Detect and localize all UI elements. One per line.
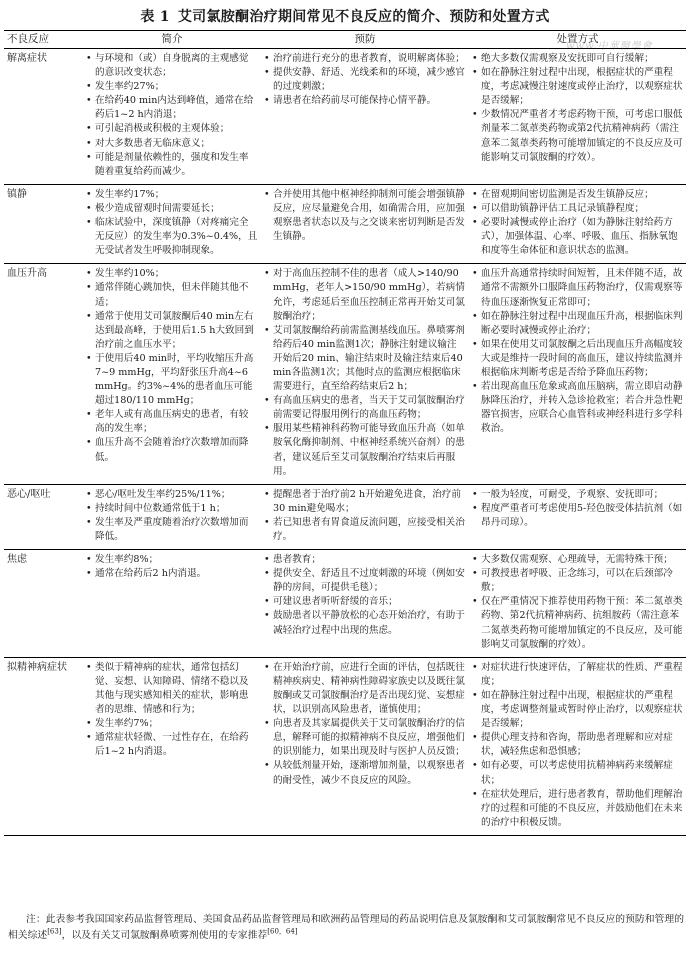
prevention-cell <box>261 657 469 835</box>
bullet-item: • 在给药40 min内达到峰值，通常在给药后1~2 h内消退； <box>86 94 258 122</box>
bullet-item: • 发生率约7%； <box>86 717 258 731</box>
bullet-item: • 请患者在给药前尽可能保持心情平静。 <box>264 94 466 108</box>
bullet-item: • 治疗前进行充分的患者教育，说明解离体验； <box>264 52 466 66</box>
intro-list <box>86 52 258 179</box>
bullet-item: • 程度严重者可考虑使用5-羟色胺受体拮抗剂（如昂丹司琼）。 <box>472 502 683 530</box>
bullet-item: • 少数情况严重者才考虑药物干预，可考虑口服低剂量苯二氮䓬类药物或第2代抗精神病药（需注意苯二氮䓬类药物可能增加镇定的不良反应及可能影响艾司氯胺酮的疗效）。 <box>472 108 683 164</box>
prevention-list <box>264 52 466 108</box>
adverse-reaction-name: 焦虑 <box>4 550 83 658</box>
footnote-text: 注：此表参考我国国家药品监督管理局、美国食品药品监督管理局和欧洲药品管理局的药品说明信息及氯胺酮和艾司氯胺酮常见不良反应的预防和管理的相关综述 <box>8 914 684 941</box>
bullet-item: • 若出现高血压危象或高血压脑病，需立即启动静脉降压治疗，并转入急诊抢救室；若合并急性靶器官损害，应联合心血管科或神经科进行多学科救治。 <box>472 380 683 436</box>
prevention-cell <box>261 264 469 484</box>
bullet-item: • 通常症状轻微、一过性存在，在给药后1~2 h内消退。 <box>86 731 258 759</box>
intro-list <box>86 488 258 544</box>
bullet-item: • 提醒患者于治疗前2 h开始避免进食，治疗前30 min避免喝水； <box>264 488 466 516</box>
table-header-row <box>4 31 686 49</box>
intro-cell <box>83 484 261 549</box>
intro-list <box>86 553 258 581</box>
table-body <box>4 49 686 836</box>
management-cell <box>469 550 686 658</box>
prevention-cell <box>261 49 469 185</box>
bullet-item: • 如果在使用艾司氯胺酮之后出现血压升高幅度较大或是维持一段时间的高血压，建议持续监测并根据临床判断考虑是否给予降血压药物； <box>472 338 683 380</box>
bullet-item: • 服用某些精神科药物可能导致血压升高（如单胺氧化酶抑制剂、中枢神经系统兴奋剂）的患者，建议延后至艾司氯胺酮治疗结束后再服用。 <box>264 422 466 478</box>
prevention-cell <box>261 184 469 263</box>
bullet-item: • 如有必要，可以考虑使用抗精神病药来缓解症状； <box>472 759 683 787</box>
management-list <box>472 553 683 652</box>
bullet-item: • 血压升高不会随着治疗次数增加而降低。 <box>86 436 258 464</box>
bullet-item: • 发生率约17%； <box>86 188 258 202</box>
table-footnote <box>8 912 684 944</box>
management-list <box>472 267 683 436</box>
bullet-item: • 提供安全、舒适且不过度刺激的环境（例如安静的房间，可提供毛毯）； <box>264 567 466 595</box>
bullet-item: • 在症状处理后，进行患者教育，帮助他们理解治疗的过程和可能的不良反应，并鼓励他们在未来的治疗中积极反馈。 <box>472 788 683 830</box>
bullet-item: • 一般为轻度，可耐受，予观察、安抚即可； <box>472 488 683 502</box>
bullet-item: • 合并使用其他中枢神经抑制剂可能会增强镇静反应，应尽量避免合用，如确需合用，应加强观察患者状态以及与之交谈来密切判断是否发生镇静。 <box>264 188 466 244</box>
bullet-item: • 在开始治疗前，应进行全面的评估，包括既往精神疾病史、精神病性障碍家族史以及既往氯胺酮或艾司氯胺酮治疗是否出现幻觉、妄想症状，以识别高风险患者，谨慎使用； <box>264 661 466 717</box>
bullet-item: • 通常伴随心跳加快，但未伴随其他不适； <box>86 281 258 309</box>
prevention-list <box>264 553 466 638</box>
prevention-cell <box>261 484 469 549</box>
bullet-item: • 对于高血压控制不佳的患者（成人>140/90 mmHg，老年人>150/90 mmHg），若病情允许，考虑延后至血压控制正常再开始艾司氯胺酮治疗； <box>264 267 466 323</box>
bullet-item: • 可建议患者听听舒缓的音乐； <box>264 595 466 609</box>
management-cell <box>469 49 686 185</box>
intro-list <box>86 661 258 760</box>
bullet-item: • 有高血压病史的患者，当天于艾司氯胺酮治疗前需要记得服用例行的高血压药物； <box>264 394 466 422</box>
bullet-item: • 对大多数患者无临床意义； <box>86 137 258 151</box>
bullet-item: • 仅在严重情况下推荐使用药物干预：苯二氮䓬类药物、第2代抗精神病药、抗组胺药（需注意苯二氮䓬类药物可能增加镇定的不良反应，及可能影响艾司氯胺酮的疗效）。 <box>472 595 683 651</box>
bullet-item: • 可以借助镇静评估工具记录镇静程度； <box>472 202 683 216</box>
bullet-item: • 对症状进行快速评估，了解症状的性质、严重程度； <box>472 661 683 689</box>
management-list <box>472 661 683 830</box>
adverse-reaction-name: 镇静 <box>4 184 83 263</box>
management-list <box>472 52 683 165</box>
bullet-item: • 如在静脉注射过程中出现血压升高，根据临床判断必要时减慢或停止治疗； <box>472 310 683 338</box>
intro-list <box>86 267 258 464</box>
bullet-item: • 老年人或有高血压病史的患者，有较高的发生率； <box>86 408 258 436</box>
table-row <box>4 184 686 263</box>
intro-cell <box>83 550 261 658</box>
bullet-item: • 发生率约27%； <box>86 80 258 94</box>
bullet-item: • 极少造成留观时间需要延长； <box>86 202 258 216</box>
bullet-item: • 血压升高通常持续时间短暂，且未伴随不适，故通常不需额外口服降血压药物治疗，仅需观察等待血压逐渐恢复正常即可； <box>472 267 683 309</box>
bullet-item: • 绝大多数仅需观察及安抚即可自行缓解； <box>472 52 683 66</box>
table-number: 表 1 <box>140 9 170 25</box>
table-title: 艾司氯胺酮治疗期间常见不良反应的简介、预防和处置方式 <box>177 9 550 25</box>
bullet-item: • 提供安静、舒适、光线柔和的环境，减少感官的过度刺激； <box>264 66 466 94</box>
footnote-ref-1: [63] <box>47 927 62 936</box>
bullet-item: • 发生率约10%； <box>86 267 258 281</box>
header-management: 处置方式 <box>469 31 686 49</box>
adverse-reaction-name: 拟精神病症状 <box>4 657 83 835</box>
bullet-item: • 从较低剂量开始，逐渐增加剂量，以观察患者的耐受性，减少不良反应的风险。 <box>264 759 466 787</box>
management-cell <box>469 657 686 835</box>
table-row <box>4 484 686 549</box>
intro-cell <box>83 49 261 185</box>
bullet-item: • 向患者及其家属提供关于艾司氯胺酮治疗的信息，解释可能的拟精神病不良反应，增强他们的识别能力，如果出现及时与医护人员反馈； <box>264 717 466 759</box>
management-cell <box>469 184 686 263</box>
bullet-item: • 通常于使用艾司氯胺酮后40 min左右达到最高峰，于使用后1.5 h大致回到治疗前之血压水平； <box>86 310 258 352</box>
bullet-item: • 于使用后40 min时，平均收缩压升高7~9 mmHg，平均舒张压升高4~6 mmHg。约3%~4%的患者血压可能超过180/110 mmHg； <box>86 352 258 408</box>
bullet-item: • 在留观期间密切监测是否发生镇静反应； <box>472 188 683 202</box>
bullet-item: • 持续时间中位数通常低于1 h； <box>86 502 258 516</box>
intro-list <box>86 188 258 258</box>
bullet-item: • 与环境和（或）自身脱离的主观感觉的意识改变状态； <box>86 52 258 80</box>
table-row <box>4 264 686 484</box>
bullet-item: • 临床试验中，深度镇静（对疼痛完全无反应）的发生率为0.3%~0.4%，且无受试者发生呼吸抑制现象。 <box>86 216 258 258</box>
bullet-item: • 发生率及严重度随着治疗次数增加而降低。 <box>86 516 258 544</box>
management-cell <box>469 484 686 549</box>
bullet-item: • 患者教育； <box>264 553 466 567</box>
intro-cell <box>83 184 261 263</box>
prevention-list <box>264 267 466 478</box>
header-intro: 简介 <box>83 31 261 49</box>
bullet-item: • 发生率约8%； <box>86 553 258 567</box>
header-prevention: 预防 <box>261 31 469 49</box>
bullet-item: • 提供心理支持和咨询，帮助患者理解和应对症状，减轻焦虑和恐惧感； <box>472 731 683 759</box>
bullet-item: • 恶心/呕吐发生率约25%/11%； <box>86 488 258 502</box>
header-adverse-reaction: 不良反应 <box>4 31 83 49</box>
prevention-list <box>264 661 466 788</box>
bullet-item: • 如在静脉注射过程中出现，根据症状的严重程度，考虑减慢注射速度或停止治疗，以观察症状是否缓解； <box>472 66 683 108</box>
table-caption <box>0 6 690 26</box>
bullet-item: • 通常在给药后2 h内消退。 <box>86 567 258 581</box>
bullet-item: • 若已知患者有胃食道反流问题，应接受相关治疗。 <box>264 516 466 544</box>
bullet-item: • 可引起消极或积极的主观体验； <box>86 122 258 136</box>
prevention-list <box>264 188 466 244</box>
adverse-reaction-name: 恶心/呕吐 <box>4 484 83 549</box>
intro-cell <box>83 264 261 484</box>
watermark: www.中華醫學會 <box>566 41 653 52</box>
bullet-item: • 如在静脉注射过程中出现，根据症状的严重程度，考虑调整剂量或暂时停止治疗，以观察症状是否缓解； <box>472 689 683 731</box>
management-cell <box>469 264 686 484</box>
table-row <box>4 550 686 658</box>
footnote-middle: ，以及有关艾司氯胺酮鼻喷雾剂使用的专家推荐 <box>61 930 268 941</box>
table-row <box>4 657 686 835</box>
management-list <box>472 488 683 530</box>
adverse-reaction-name: 解离症状 <box>4 49 83 185</box>
prevention-list <box>264 488 466 544</box>
intro-cell <box>83 657 261 835</box>
adverse-reaction-name: 血压升高 <box>4 264 83 484</box>
table-row <box>4 49 686 185</box>
bullet-item: • 艾司氯胺酮给药前需监测基线血压。鼻喷雾剂给药后40 min监测1次；静脉注射建议输注开始后20 min、输注结束时及输注结束后40 min各监测1次；其他时点的监测应根据临床需要进行，直至给药结束后2 h； <box>264 324 466 394</box>
bullet-item: • 必要时减慢或停止治疗（如为静脉注射给药方式），加强体温、心率、呼吸、血压、指脉氧饱和度等生命体征和意识状态的监测。 <box>472 216 683 258</box>
bullet-item: • 类似于精神病的症状，通常包括幻觉、妄想、认知障碍、情绪不稳以及其他与现实感知相关的症状，影响患者的思维、情感和行为； <box>86 661 258 717</box>
footnote-ref-2: [60，64] <box>267 927 298 936</box>
bullet-item: • 鼓励患者以平静放松的心态开始治疗，有助于减轻治疗过程中出现的焦虑。 <box>264 609 466 637</box>
management-list <box>472 188 683 258</box>
bullet-item: • 可教授患者呼吸、正念练习，可以在后颈部冷敷； <box>472 567 683 595</box>
prevention-cell <box>261 550 469 658</box>
bullet-item: • 大多数仅需观察、心理疏导，无需特殊干预； <box>472 553 683 567</box>
adverse-reaction-table <box>4 30 686 836</box>
bullet-item: • 可能是剂量依赖性的，强度和发生率随着重复给药而减少。 <box>86 151 258 179</box>
